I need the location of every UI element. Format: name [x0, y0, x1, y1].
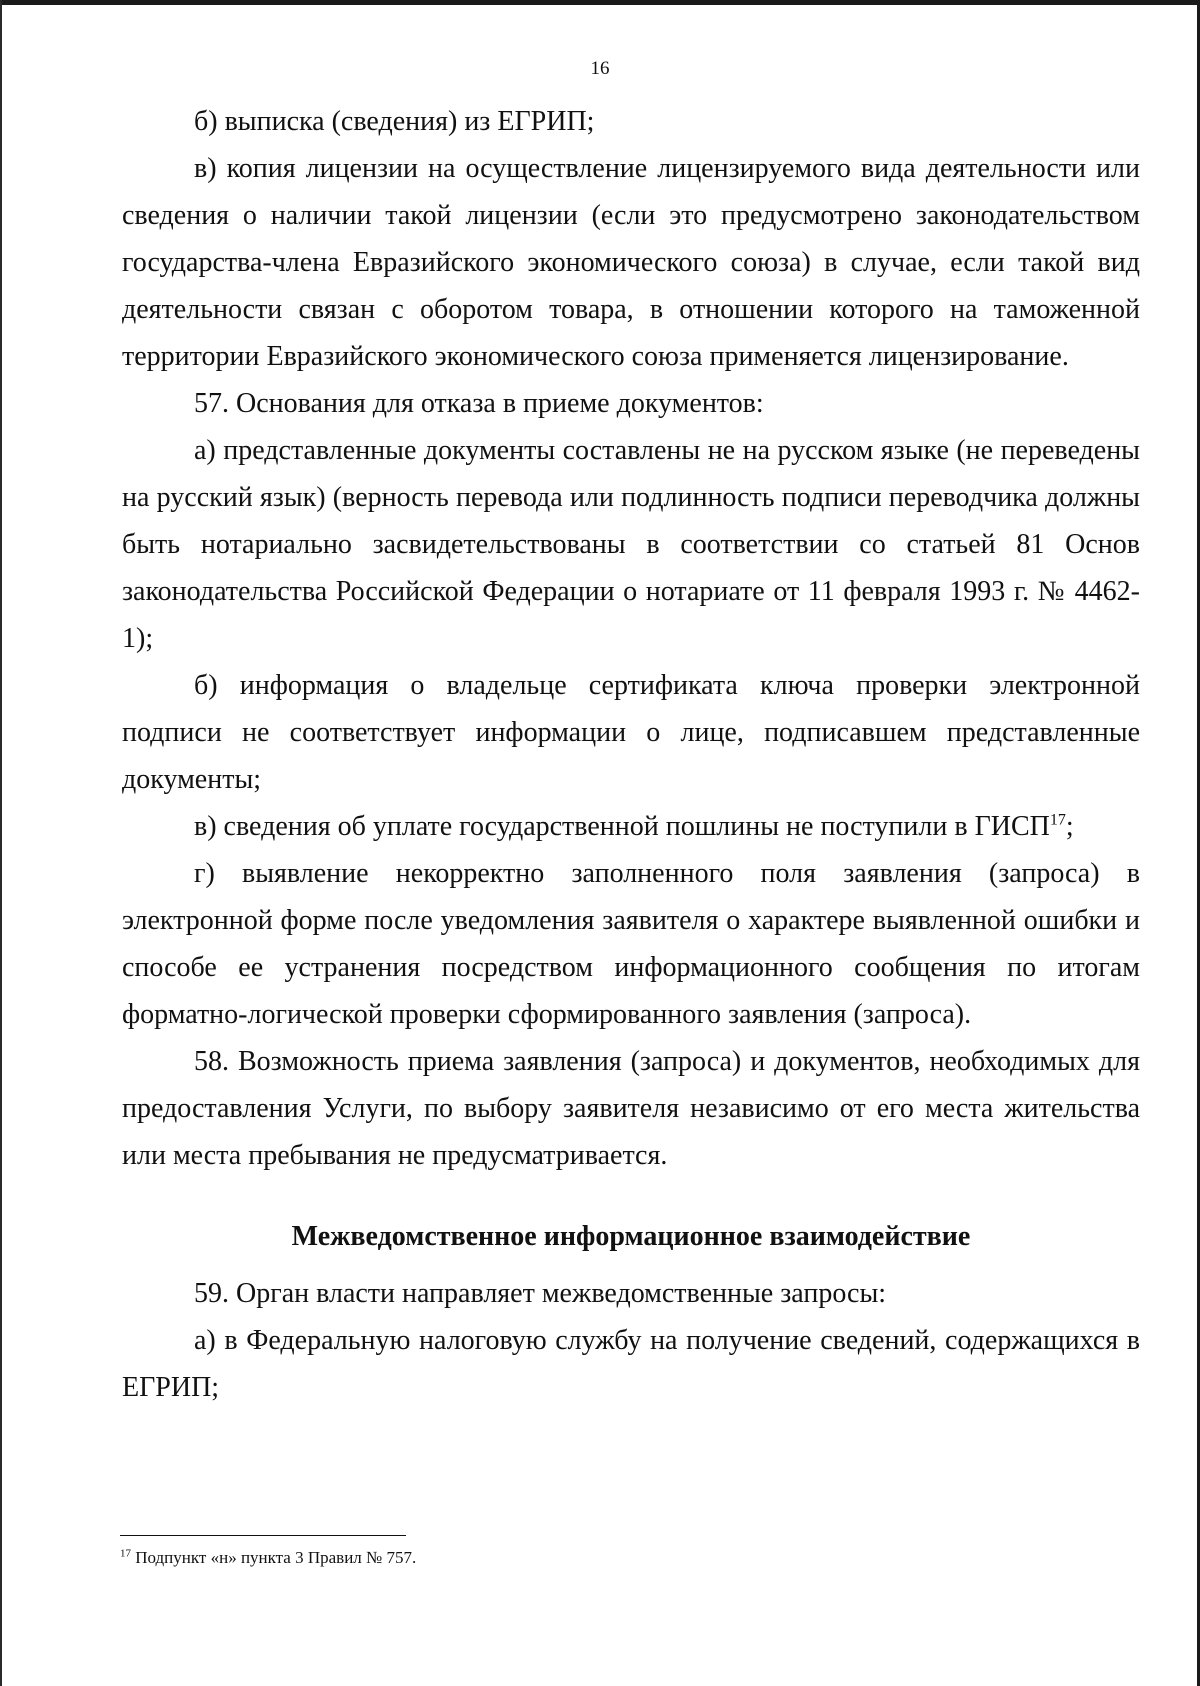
paragraph-v-license: в) копия лицензии на осуществление лицензируемого вида деятельности или сведения о наличии такой лицензии (если это предусмотрено законодательством государства-члена Евразийского экономического союза) в случае, если такой вид деятельности связан с оборотом товара, в отношении которого на таможенной территории Евразийского экономического союза применяется лицензирование.: [122, 153, 1140, 372]
footnote: [120, 1547, 416, 1569]
paragraph-59: 59. Орган власти направляет межведомственные запросы:: [194, 1278, 887, 1309]
paragraph-b-extract: б) выписка (сведения) из ЕГРИП;: [194, 106, 595, 137]
paragraph-g-incorrect-field: г) выявление некорректно заполненного поля заявления (запроса) в электронной форме после уведомления заявителя о характере выявленной ошибки и способе ее устранения посредством информационного сообщения по итогам форматно-логической проверки сформированного заявления (запроса).: [122, 858, 1140, 1030]
document-body: [122, 98, 1140, 1411]
paragraph-58: 58. Возможность приема заявления (запроса) и документов, необходимых для предоставления Услуги, по выбору заявителя независимо от его места жительства или места пребывания не предусматривается.: [122, 1046, 1140, 1171]
paragraph-57: 57. Основания для отказа в приеме документов:: [194, 388, 764, 419]
paragraph-b-signature: б) информация о владельце сертификата ключа проверки электронной подписи не соответствует информации о лице, подписавшем представленные документы;: [122, 670, 1140, 795]
footnote-divider: [120, 1535, 406, 1536]
footnote-number: 17: [120, 1547, 131, 1560]
scan-border-top: [0, 0, 1200, 5]
scan-border-left: [0, 0, 2, 1686]
footnote-reference[interactable]: 17: [1049, 811, 1066, 829]
footnote-text: Подпункт «н» пункта 3 Правил № 757.: [131, 1548, 417, 1567]
paragraph-a-language: а) представленные документы составлены не на русском языке (не переведены на русский язык) (верность перевода или подлинность подписи переводчика должны быть нотариально засвидетельствованы в соответствии со статьей 81 Основ законодательства Российской Федерации о нотариате от 11 февраля 1993 г. № 4462-1);: [122, 435, 1140, 654]
section-heading: Межведомственное информационное взаимодействие: [291, 1221, 971, 1252]
page-number: 16: [590, 58, 610, 79]
paragraph-v-gisp-text: в) сведения об уплате государственной пошлины не поступили в ГИСП: [194, 811, 1050, 842]
paragraph-a-fns: а) в Федеральную налоговую службу на получение сведений, содержащихся в ЕГРИП;: [122, 1325, 1140, 1403]
paragraph-v-gisp: [122, 803, 1140, 850]
paragraph-v-gisp-tail: ;: [1065, 811, 1074, 842]
